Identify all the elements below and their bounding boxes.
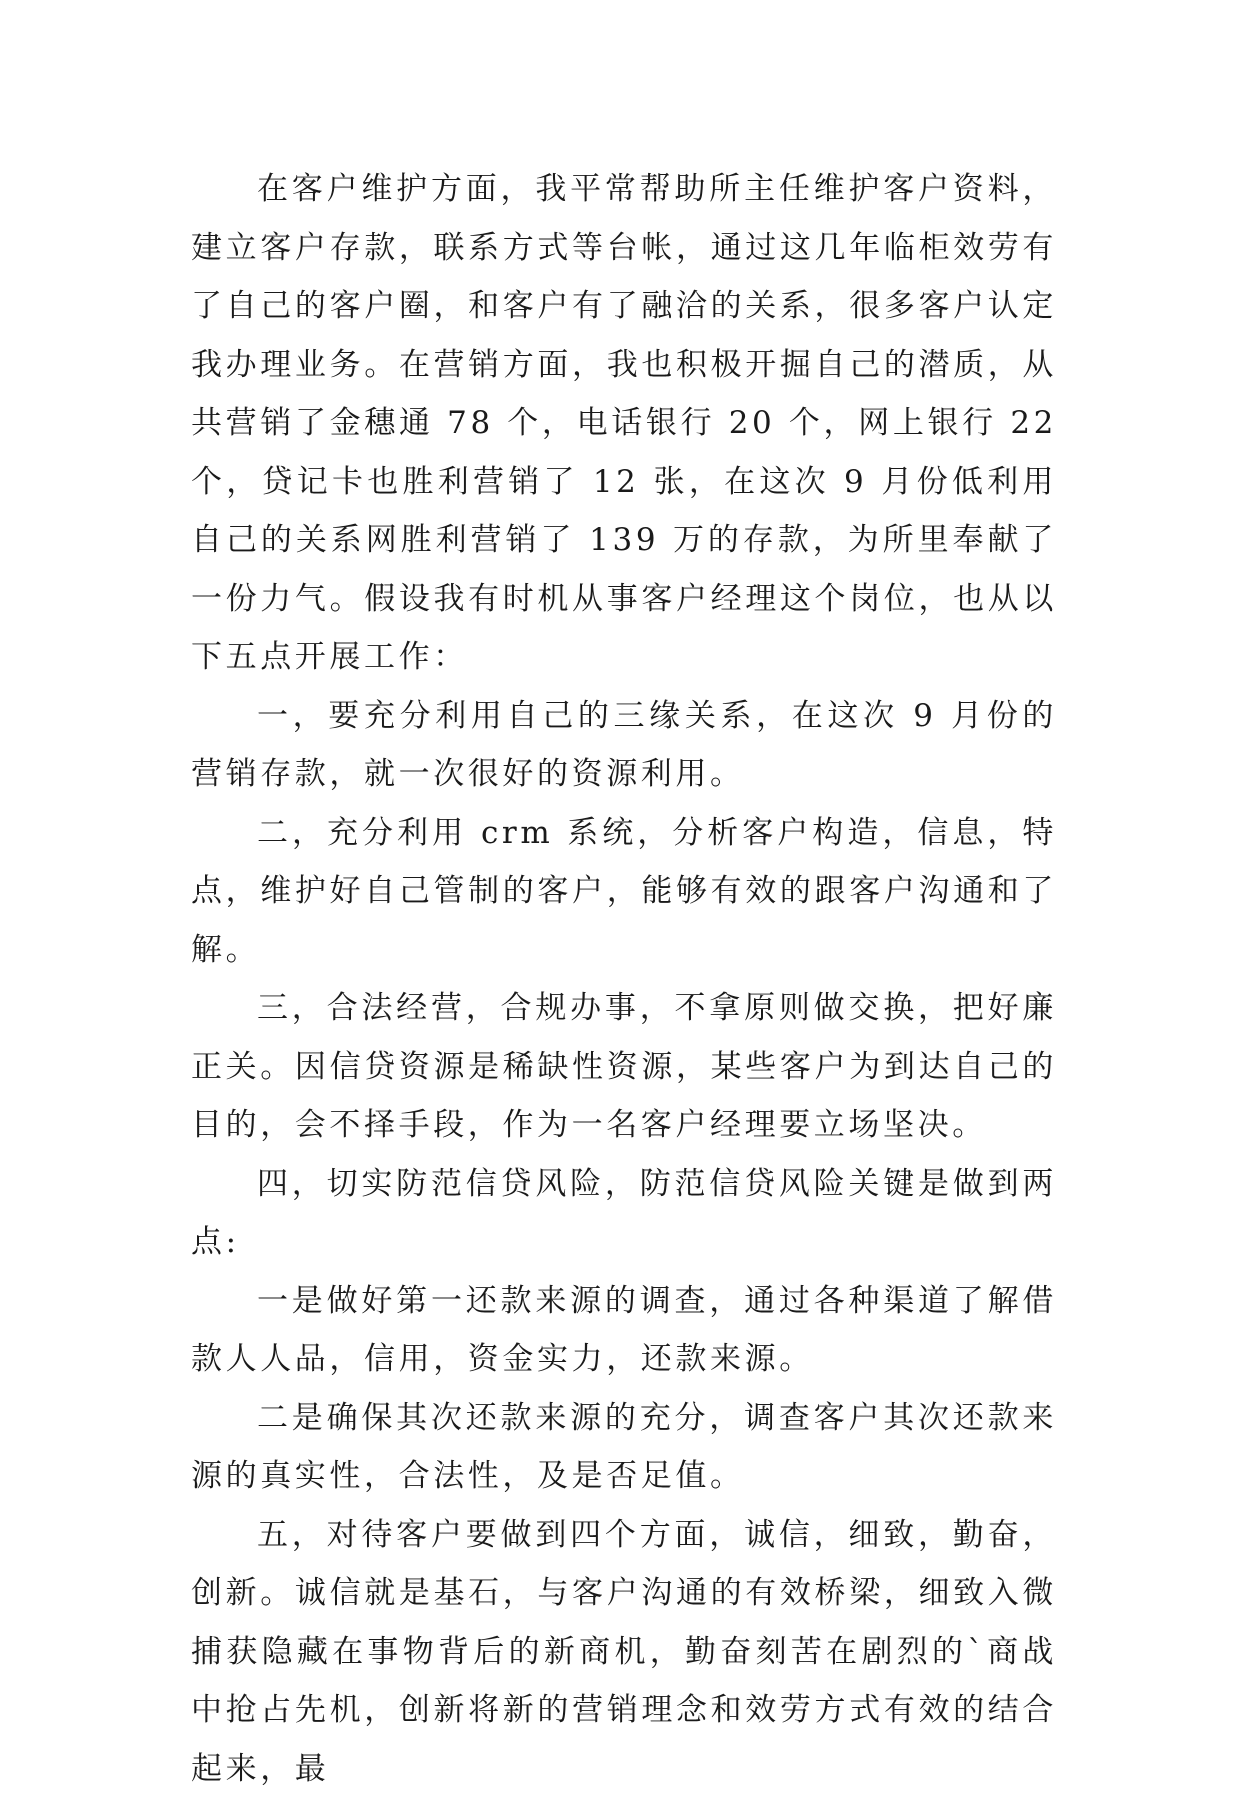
paragraph-point-2: 二，充分利用 crm 系统，分析客户构造，信息，特点，维护好自己管制的客户，能够有效的跟客户沟通和了解。 [191, 804, 1057, 980]
paragraph-point-4-sub-2: 二是确保其次还款来源的充分，调查客户其次还款来源的真实性，合法性，及是否足值。 [191, 1389, 1057, 1506]
paragraph-point-1: 一，要充分利用自己的三缘关系，在这次 9 月份的营销存款，就一次很好的资源利用。 [191, 687, 1057, 804]
paragraph-point-4-sub-1: 一是做好第一还款来源的调查，通过各种渠道了解借款人人品，信用，资金实力，还款来源。 [191, 1272, 1057, 1389]
paragraph-point-4: 四，切实防范信贷风险，防范信贷风险关键是做到两点: [191, 1155, 1057, 1272]
body-text [191, 160, 1057, 1798]
paragraph-point-5: 五，对待客户要做到四个方面，诚信，细致，勤奋，创新。诚信就是基石，与客户沟通的有效桥梁，细致入微捕获隐藏在事物背后的新商机，勤奋刻苦在剧烈的`商战中抢占先机，创新将新的营销理念和效劳方式有效的结合起来，最 [191, 1506, 1057, 1798]
paragraph-point-3: 三，合法经营，合规办事，不拿原则做交换，把好廉正关。因信贷资源是稀缺性资源，某些客户为到达自己的目的，会不择手段，作为一名客户经理要立场坚决。 [191, 979, 1057, 1155]
paragraph-intro: 在客户维护方面，我平常帮助所主任维护客户资料，建立客户存款，联系方式等台帐，通过这几年临柜效劳有了自己的客户圈，和客户有了融洽的关系，很多客户认定我办理业务。在营销方面，我也积极开掘自己的潜质，从共营销了金穗通 78 个，电话银行 20 个，网上银行 22 个，贷记卡也胜利营销了 12 张，在这次 9 月份低利用自己的关系网胜利营销了 139 万的存款，为所里奉献了一份力气。假设我有时机从事客户经理这个岗位，也从以下五点开展工作： [191, 160, 1057, 687]
